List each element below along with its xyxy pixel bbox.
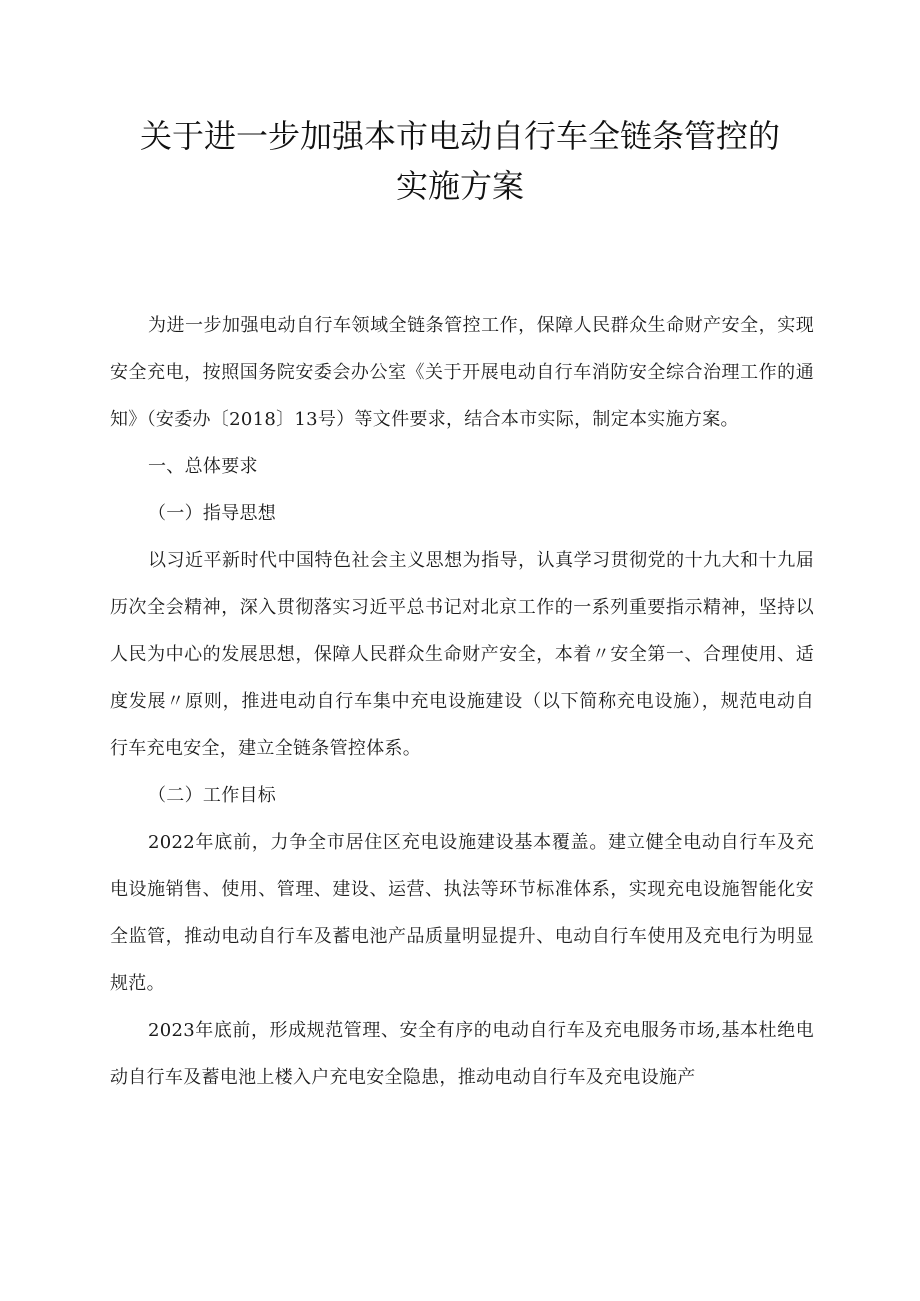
document-title-line1: 关于进一步加强本市电动自行车全链条管控的 <box>139 117 780 155</box>
section-heading-overall-requirements: 一、总体要求 <box>148 456 258 477</box>
document-body <box>110 302 814 1101</box>
guiding-ideology-paragraph: 以习近平新时代中国特色社会主义思想为指导，认真学习贯彻党的十九大和十九届历次全会精神，深入贯彻落实习近平总书记对北京工作的一系列重要指示精神，坚持以人民为中心的发展思想，保障人民群众生命财产安全，本着〃安全第一、合理使用、适度发展〃原则，推进电动自行车集中充电设施建设（以下简称充电设施），规范电动自行车充电安全，建立全链条管控体系。 <box>110 550 814 759</box>
subsection-heading-guiding-ideology: （一）指导思想 <box>148 503 277 524</box>
work-goals-2023-paragraph: 2023年底前，形成规范管理、安全有序的电动自行车及充电服务市场,基本杜绝电动自行车及蓄电池上楼入户充电安全隐患，推动电动自行车及充电设施产 <box>110 1020 814 1088</box>
intro-paragraph: 为进一步加强电动自行车领域全链条管控工作，保障人民群众生命财产安全，实现安全充电，按照国务院安委会办公室《关于开展电动自行车消防安全综合治理工作的通知》（安委办〔2018〕13号）等文件要求，结合本市实际，制定本实施方案。 <box>110 315 814 430</box>
subsection-heading-work-goals: （二）工作目标 <box>148 785 277 806</box>
document-title-line2: 实施方案 <box>395 167 524 205</box>
work-goals-2022-paragraph: 2022年底前，力争全市居住区充电设施建设基本覆盖。建立健全电动自行车及充电设施销售、使用、管理、建设、运营、执法等环节标准体系，实现充电设施智能化安全监管，推动电动自行车及蓄电池产品质量明显提升、电动自行车使用及充电行为明显规范。 <box>110 832 814 994</box>
